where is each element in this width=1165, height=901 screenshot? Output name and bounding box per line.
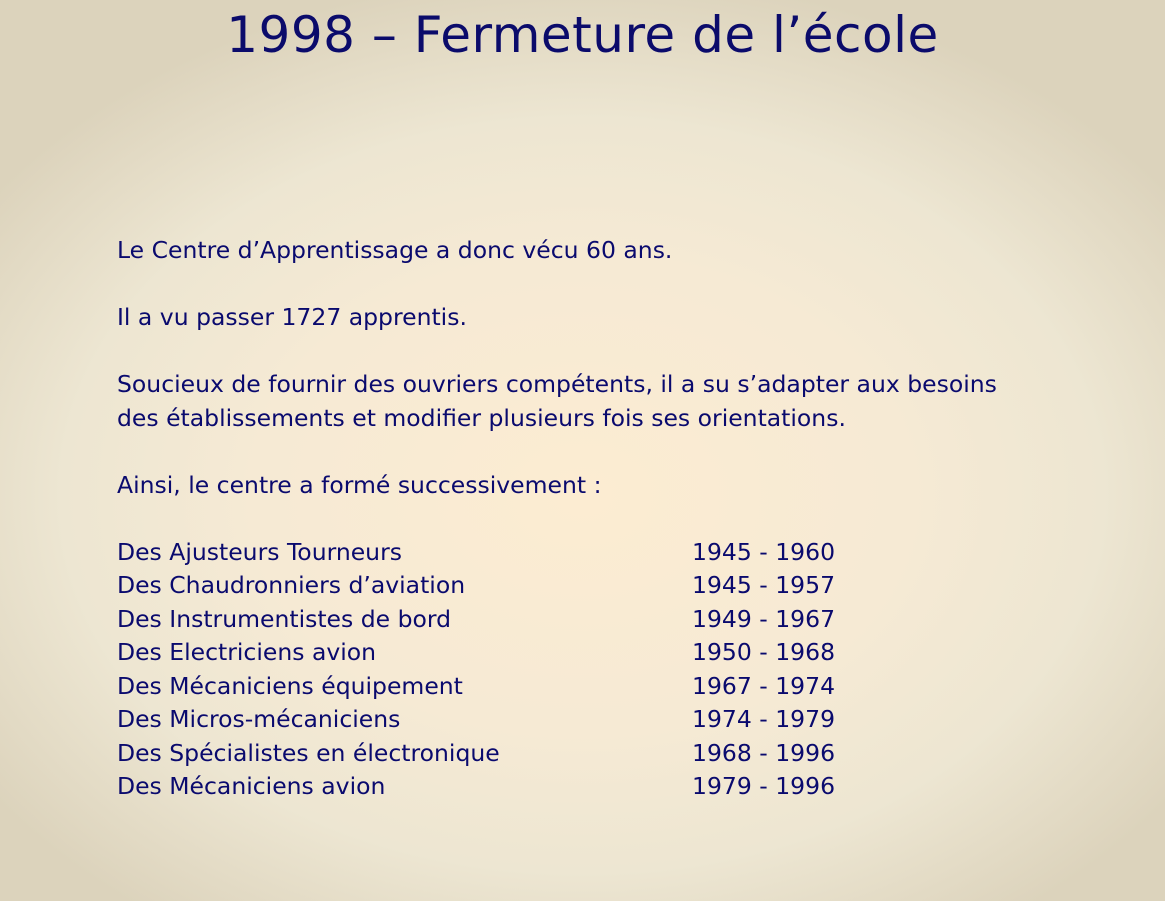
formation-row: [117, 670, 1117, 704]
formation-years: 1945 - 1960: [692, 537, 836, 566]
formation-label: Des Spécialistes en électronique: [117, 738, 500, 767]
formation-row: [117, 603, 1117, 637]
formation-years: 1945 - 1957: [692, 571, 836, 599]
formation-years: 1979 - 1996: [692, 772, 836, 800]
formation-label: Des Electriciens avion: [117, 638, 377, 666]
spacer: [117, 335, 1117, 369]
formation-label: Des Ajusteurs Tourneurs: [117, 537, 402, 566]
paragraph-duration: Le Centre d’Apprentissage a donc vécu 60 ans.: [117, 236, 673, 264]
paragraph-adaptation-line1: Soucieux de fournir des ouvriers compétents, il a su s’adapter aux besoins: [117, 370, 997, 398]
spacer: [117, 502, 1117, 536]
slide-body: [117, 234, 1117, 804]
formation-row: [117, 737, 1117, 771]
formation-row: [117, 636, 1117, 670]
spacer: [117, 435, 1117, 469]
formation-years: 1967 - 1974: [692, 671, 836, 700]
formation-row: [117, 536, 1117, 570]
formations-list: [117, 536, 1117, 804]
formation-years: 1968 - 1996: [692, 738, 836, 767]
formation-years: 1949 - 1967: [692, 604, 836, 633]
formation-row: [117, 770, 1117, 804]
slide-title: 1998 – Fermeture de l’école: [226, 6, 939, 64]
formation-label: Des Mécaniciens équipement: [117, 671, 463, 700]
paragraph-apprentices: Il a vu passer 1727 apprentis.: [117, 303, 467, 331]
formation-years: 1950 - 1968: [692, 638, 836, 666]
formation-label: Des Micros-mécaniciens: [117, 705, 401, 733]
paragraph-intro-list: Ainsi, le centre a formé successivement :: [117, 470, 602, 499]
paragraph-adaptation-line2: des établissements et modifier plusieurs fois ses orientations.: [117, 403, 846, 432]
formation-label: Des Instrumentistes de bord: [117, 604, 452, 633]
formation-row: [117, 569, 1117, 603]
formation-years: 1974 - 1979: [692, 705, 836, 733]
formation-label: Des Chaudronniers d’aviation: [117, 571, 466, 599]
spacer: [117, 268, 1117, 302]
formation-label: Des Mécaniciens avion: [117, 772, 386, 800]
formation-row: [117, 703, 1117, 737]
